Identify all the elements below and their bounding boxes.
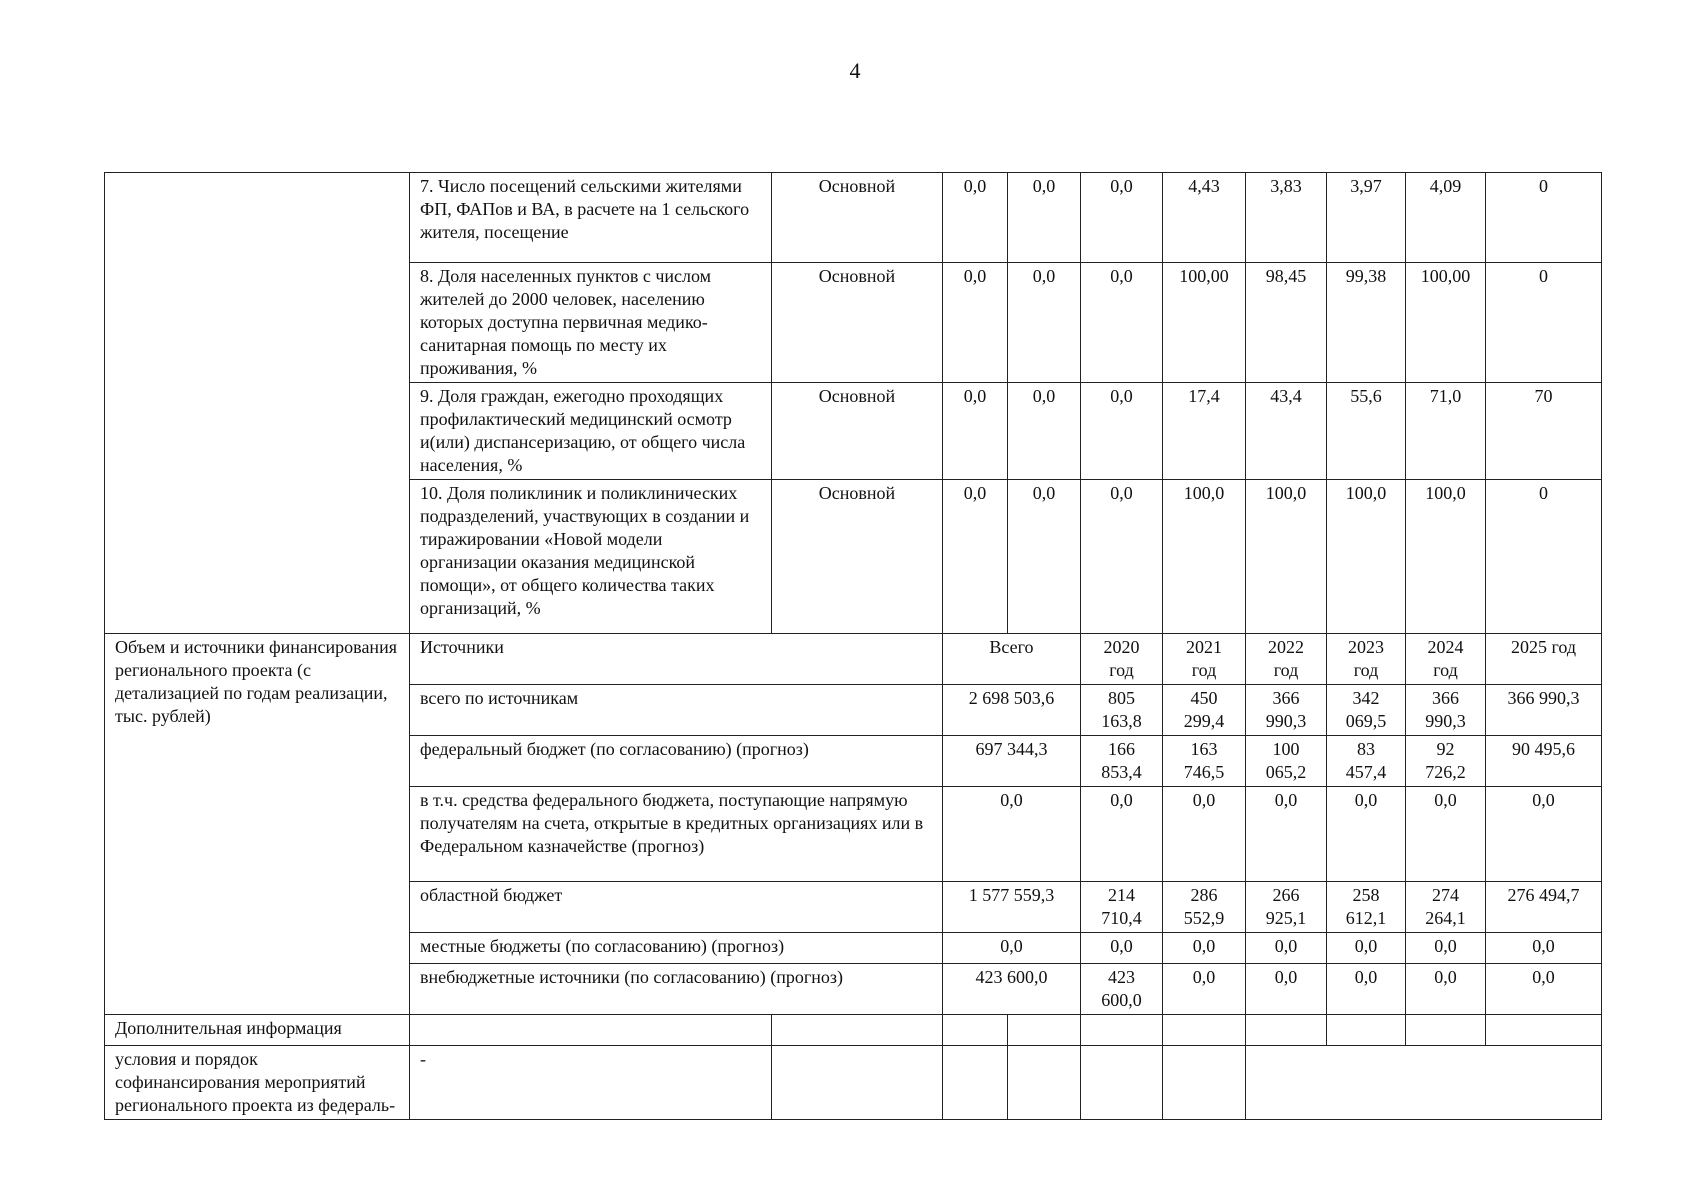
indicator-value: 0,0 xyxy=(1081,263,1163,383)
empty-cell xyxy=(1406,1015,1486,1046)
year-header: 2025 год xyxy=(1486,634,1602,685)
financing-value: 0,0 xyxy=(1246,787,1327,882)
indicator-row xyxy=(105,173,1602,263)
financing-source: местные бюджеты (по согласованию) (прогноз) xyxy=(410,933,943,964)
empty-cell xyxy=(410,1015,772,1046)
indicator-value: 99,38 xyxy=(1327,263,1406,383)
indicator-value: 0,0 xyxy=(1008,480,1081,634)
empty-cell xyxy=(1327,1015,1406,1046)
indicator-value: 0 xyxy=(1486,263,1602,383)
indicator-value: 0,0 xyxy=(1081,383,1163,480)
financing-value: 90 495,6 xyxy=(1486,736,1602,787)
financing-value: 286 552,9 xyxy=(1163,882,1246,933)
indicator-value: 98,45 xyxy=(1246,263,1327,383)
indicator-value: 0,0 xyxy=(1008,383,1081,480)
financing-value: 0,0 xyxy=(1327,964,1406,1015)
financing-value: 166 853,4 xyxy=(1081,736,1163,787)
financing-value: 0,0 xyxy=(1486,787,1602,882)
empty-cell xyxy=(1246,1046,1602,1120)
financing-value: 366 990,3 xyxy=(1246,685,1327,736)
empty-cell xyxy=(1008,1015,1081,1046)
indicator-name: 7. Число посещений сельскими жителями ФП, ФАПов и ВА, в расчете на 1 сельского жителя, посещение xyxy=(410,173,772,263)
financing-value: 805 163,8 xyxy=(1081,685,1163,736)
financing-header-row xyxy=(105,634,1602,685)
empty-cell xyxy=(943,1046,1008,1120)
financing-value: 0,0 xyxy=(1406,933,1486,964)
indicator-value: 70 xyxy=(1486,383,1602,480)
financing-value: 274 264,1 xyxy=(1406,882,1486,933)
financing-value: 0,0 xyxy=(1246,964,1327,1015)
indicator-name: 9. Доля граждан, ежегодно проходящих профилактический медицинский осмотр и(или) диспансеризацию, от общего числа населения, % xyxy=(410,383,772,480)
indicator-value: 0,0 xyxy=(1008,263,1081,383)
financing-value: 0,0 xyxy=(1486,964,1602,1015)
financing-total: 423 600,0 xyxy=(943,964,1081,1015)
financing-value: 0,0 xyxy=(1406,787,1486,882)
financing-value: 366 990,3 xyxy=(1486,685,1602,736)
indicator-value: 0,0 xyxy=(943,480,1008,634)
financing-value: 342 069,5 xyxy=(1327,685,1406,736)
financing-value: 0,0 xyxy=(1081,787,1163,882)
sources-header: Источники xyxy=(410,634,943,685)
financing-source: всего по источникам xyxy=(410,685,943,736)
indicator-type: Основной xyxy=(772,480,943,634)
additional-info-label: Дополнительная информация xyxy=(105,1015,410,1046)
empty-cell xyxy=(1163,1046,1246,1120)
year-header: 2020 год xyxy=(1081,634,1163,685)
financing-value: 450 299,4 xyxy=(1163,685,1246,736)
indicator-value: 0,0 xyxy=(943,383,1008,480)
empty-cell xyxy=(1008,1046,1081,1120)
financing-value: 0,0 xyxy=(1486,933,1602,964)
financing-value: 0,0 xyxy=(1246,933,1327,964)
indicator-value: 100,0 xyxy=(1406,480,1486,634)
empty-cell xyxy=(1246,1015,1327,1046)
indicator-value: 4,43 xyxy=(1163,173,1246,263)
empty-cell xyxy=(1081,1046,1163,1120)
financing-value: 83 457,4 xyxy=(1327,736,1406,787)
indicator-value: 0,0 xyxy=(1008,173,1081,263)
financing-value: 266 925,1 xyxy=(1246,882,1327,933)
indicator-value: 100,00 xyxy=(1406,263,1486,383)
year-header: 2024 год xyxy=(1406,634,1486,685)
empty-label-cell xyxy=(105,173,410,634)
financing-value: 0,0 xyxy=(1327,787,1406,882)
financing-source: федеральный бюджет (по согласованию) (прогноз) xyxy=(410,736,943,787)
year-header: 2023 год xyxy=(1327,634,1406,685)
indicator-type: Основной xyxy=(772,173,943,263)
total-header: Всего xyxy=(943,634,1081,685)
financing-value: 276 494,7 xyxy=(1486,882,1602,933)
financing-value: 214 710,4 xyxy=(1081,882,1163,933)
indicator-value: 0,0 xyxy=(1081,173,1163,263)
financing-value: 366 990,3 xyxy=(1406,685,1486,736)
indicator-value: 0,0 xyxy=(1081,480,1163,634)
page-number: 4 xyxy=(849,58,861,83)
financing-value: 0,0 xyxy=(1081,933,1163,964)
indicator-type: Основной xyxy=(772,263,943,383)
financing-value: 0,0 xyxy=(1163,933,1246,964)
financing-value: 0,0 xyxy=(1163,787,1246,882)
passport-table xyxy=(104,172,1602,1120)
financing-total: 697 344,3 xyxy=(943,736,1081,787)
cofinancing-row xyxy=(105,1046,1602,1120)
indicator-value: 100,00 xyxy=(1163,263,1246,383)
empty-cell xyxy=(772,1046,943,1120)
indicator-value: 17,4 xyxy=(1163,383,1246,480)
indicator-value: 3,97 xyxy=(1327,173,1406,263)
financing-value: 423 600,0 xyxy=(1081,964,1163,1015)
financing-value: 100 065,2 xyxy=(1246,736,1327,787)
indicator-name: 10. Доля поликлиник и поликлинических подразделений, участвующих в создании и тиражировании «Новой модели организации оказания медицинской помощи», от общего количества таких организаций, % xyxy=(410,480,772,634)
indicator-value: 100,0 xyxy=(1327,480,1406,634)
financing-source: внебюджетные источники (по согласованию) (прогноз) xyxy=(410,964,943,1015)
additional-info-row xyxy=(105,1015,1602,1046)
indicator-value: 0 xyxy=(1486,480,1602,634)
empty-cell xyxy=(772,1015,943,1046)
cofinancing-label: условия и порядок софинансирования мероприятий регионального проекта из федераль- xyxy=(105,1046,410,1120)
financing-value: 0,0 xyxy=(1163,964,1246,1015)
indicator-value: 55,6 xyxy=(1327,383,1406,480)
empty-cell xyxy=(943,1015,1008,1046)
financing-source: областной бюджет xyxy=(410,882,943,933)
indicator-value: 0 xyxy=(1486,173,1602,263)
year-header: 2021 год xyxy=(1163,634,1246,685)
financing-value: 0,0 xyxy=(1406,964,1486,1015)
indicator-value: 100,0 xyxy=(1163,480,1246,634)
indicator-value: 43,4 xyxy=(1246,383,1327,480)
indicator-value: 4,09 xyxy=(1406,173,1486,263)
indicator-value: 100,0 xyxy=(1246,480,1327,634)
financing-total: 2 698 503,6 xyxy=(943,685,1081,736)
empty-cell xyxy=(1486,1015,1602,1046)
empty-cell xyxy=(1163,1015,1246,1046)
indicator-value: 3,83 xyxy=(1246,173,1327,263)
indicator-type: Основной xyxy=(772,383,943,480)
indicator-value: 71,0 xyxy=(1406,383,1486,480)
financing-value: 258 612,1 xyxy=(1327,882,1406,933)
financing-value: 92 726,2 xyxy=(1406,736,1486,787)
indicator-value: 0,0 xyxy=(943,263,1008,383)
cofinancing-value: - xyxy=(410,1046,772,1120)
indicator-value: 0,0 xyxy=(943,173,1008,263)
empty-cell xyxy=(1081,1015,1163,1046)
year-header: 2022 год xyxy=(1246,634,1327,685)
financing-source: в т.ч. средства федерального бюджета, поступающие напрямую получателям на счета, открытые в кредитных организациях или в Федеральном казначействе (прогноз) xyxy=(410,787,943,882)
financing-total: 0,0 xyxy=(943,787,1081,882)
financing-value: 0,0 xyxy=(1327,933,1406,964)
financing-value: 163 746,5 xyxy=(1163,736,1246,787)
financing-total: 1 577 559,3 xyxy=(943,882,1081,933)
financing-section-label: Объем и источники финансирования регионального проекта (с детализацией по годам реализации, тыс. рублей) xyxy=(105,634,410,1015)
indicator-name: 8. Доля населенных пунктов с числом жителей до 2000 человек, населению которых доступна первичная медико-санитарная помощь по месту их проживания, % xyxy=(410,263,772,383)
financing-total: 0,0 xyxy=(943,933,1081,964)
